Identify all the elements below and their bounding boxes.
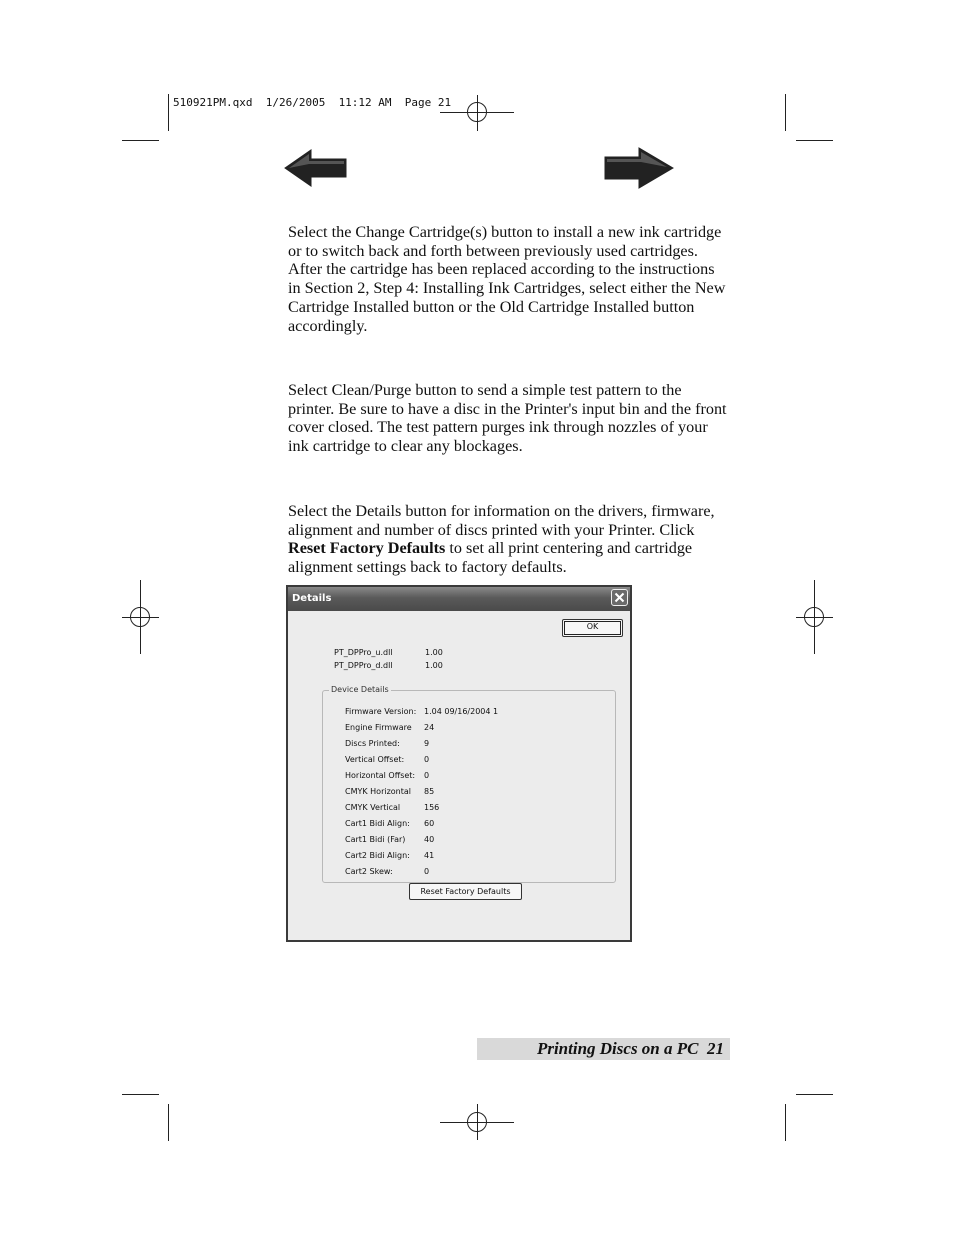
crop-mark — [785, 1104, 786, 1141]
close-button[interactable] — [611, 589, 628, 606]
footer-text: Printing Discs on a PC 21 — [536, 1039, 724, 1058]
crop-mark — [122, 1094, 159, 1095]
reset-factory-defaults-button[interactable]: Reset Factory Defaults — [409, 883, 522, 900]
registration-circle — [467, 1112, 487, 1132]
registration-circle — [467, 102, 487, 122]
detail-value: 85 — [424, 787, 435, 796]
detail-value: 0 — [424, 755, 430, 764]
detail-row — [345, 867, 430, 876]
crop-mark — [168, 1104, 169, 1141]
change-cartridge-paragraph — [288, 223, 728, 335]
details-paragraph — [288, 502, 728, 577]
detail-label: Cart1 Bidi Align: — [345, 819, 410, 828]
left-arrow-icon[interactable] — [283, 148, 349, 188]
dll-version: 1.00 — [425, 661, 443, 670]
group-label: Device Details — [331, 685, 389, 694]
clean-purge-text: Select Clean/Purge button to send a simple test pattern to the printer. Be sure to have a disc in the Printer's input bin and the front cover closed. The test pattern purges ink through nozzles of your ink cartridge to clear any blockages. — [288, 381, 727, 456]
detail-label: Vertical Offset: — [345, 755, 405, 764]
detail-value: 9 — [424, 739, 430, 748]
detail-value: 0 — [424, 867, 430, 876]
right-arrow-icon[interactable] — [603, 146, 675, 190]
close-icon — [614, 592, 625, 603]
details-text-pre: Select the Details button for information on the drivers, firmware, alignment and number of discs printed with your Printer. Click — [288, 502, 715, 539]
registration-circle — [130, 607, 150, 627]
device-details-group — [322, 685, 616, 883]
detail-row — [345, 803, 440, 812]
ok-button[interactable]: OK — [562, 619, 623, 637]
details-dialog — [286, 585, 632, 942]
detail-row — [345, 739, 430, 748]
detail-row — [345, 707, 499, 716]
detail-value: 60 — [424, 819, 435, 828]
detail-value: 0 — [424, 771, 430, 780]
dll-version: 1.00 — [425, 648, 443, 657]
detail-label: CMYK Horizontal — [345, 787, 412, 796]
clean-purge-paragraph — [288, 381, 728, 456]
crop-mark — [796, 1094, 833, 1095]
detail-value: 41 — [424, 851, 435, 860]
details-text-post: to set all print centering and cartridge alignment settings back to factory defaults. — [288, 539, 693, 577]
detail-row — [345, 819, 435, 828]
detail-value: 40 — [424, 835, 435, 844]
details-text — [288, 502, 728, 577]
crop-mark — [796, 140, 833, 141]
detail-label: Cart2 Bidi Align: — [345, 851, 410, 860]
dll-name: PT_DPPro_u.dll — [334, 648, 393, 657]
detail-label: CMYK Vertical — [345, 803, 401, 812]
reset-factory-defaults-emphasis: Reset Factory Defaults — [288, 539, 446, 558]
detail-row — [345, 787, 435, 796]
detail-value: 24 — [424, 723, 435, 732]
detail-value: 1.04 09/16/2004 1 — [424, 707, 499, 716]
detail-value: 156 — [424, 803, 440, 812]
detail-row — [345, 771, 430, 780]
dll-name: PT_DPPro_d.dll — [334, 661, 393, 670]
crop-mark — [168, 94, 169, 131]
detail-label: Discs Printed: — [345, 739, 400, 748]
detail-label: Engine Firmware — [345, 723, 412, 732]
dialog-titlebar[interactable] — [288, 587, 630, 611]
crop-mark — [785, 94, 786, 131]
print-slug: 510921PM.qxd 1/26/2005 11:12 AM Page 21 — [173, 96, 452, 109]
registration-circle — [804, 607, 824, 627]
detail-row — [345, 835, 435, 844]
detail-row — [345, 755, 430, 764]
crop-mark — [122, 140, 159, 141]
change-cartridge-text: Select the Change Cartridge(s) button to install a new ink cartridge or to switch back and forth between previously used cartridges. After the cartridge has been replaced according to the instructions in Section 2, Step 4: Installing Ink Cartridges, select either the New Cartridge Installed button or the Old Cartridge Installed button accordingly. — [288, 223, 726, 335]
detail-row — [345, 851, 435, 860]
detail-label: Firmware Version: — [345, 707, 417, 716]
dialog-title: Details — [292, 593, 332, 604]
detail-label: Cart1 Bidi (Far) — [345, 835, 406, 844]
detail-label: Cart2 Skew: — [345, 867, 393, 876]
page-footer — [477, 1038, 730, 1060]
detail-row — [345, 723, 435, 732]
detail-label: Horizontal Offset: — [345, 771, 416, 780]
